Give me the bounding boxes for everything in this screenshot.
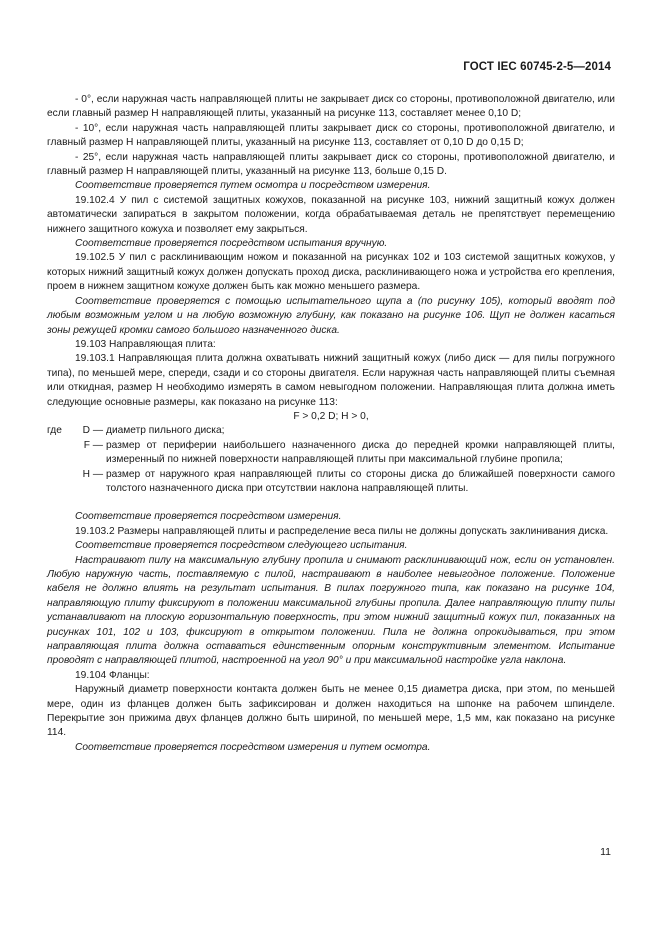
compliance-note: Соответствие проверяется путем осмотра и посредством измерения. bbox=[75, 180, 431, 192]
where-label: где bbox=[47, 425, 62, 437]
definition-symbol: F — bbox=[83, 439, 103, 451]
clause-19-103-1: 19.103.1 Направляющая плита должна охватывать нижний защитный кожух (либо диск — для пилы погружного типа), по меньшей мере, спереди, сзади и со стороны двигателя. Если наружная часть направляющей плиты съемная или откидная, размер H необходимо измерять в самом невыгодном положении. Направляющая плита должна иметь следующие основные размеры, как показано на рисунке 113: bbox=[47, 353, 615, 408]
definition-symbol: D — bbox=[82, 425, 103, 437]
formula: F > 0,2 D; H > 0, bbox=[293, 410, 369, 422]
definition-text: размер от периферии наибольшего назначенного диска до передней кромки направляющей плиты, измеренный по нижней поверхности направляющей плиты при максимальной глубине пропила; bbox=[106, 439, 615, 466]
clause-19-102-4: 19.102.4 У пил с системой защитных кожухов, показанной на рисунке 103, нижний защитный кожух должен автоматически запираться в закрытом положении, когда обрабатываемая деталь не препятствует перемещению нижнего защитного кожуха и позволяет ему закрыться. bbox=[47, 194, 615, 235]
page-number: 11 bbox=[600, 846, 611, 858]
compliance-note: Соответствие проверяется посредством измерения. bbox=[75, 511, 342, 523]
paragraph-angle-0: - 0°, если наружная часть направляющей плиты не закрывает диск со стороны, противоположной двигателю, или если главный размер H направляющей плиты, указанный на рисунке 113, составляет менее 0,10 D; bbox=[47, 94, 615, 120]
compliance-note: Соответствие проверяется посредством следующего испытания. bbox=[75, 540, 408, 552]
definition-f bbox=[77, 439, 615, 468]
definition-symbol: H — bbox=[82, 468, 103, 480]
definition-d bbox=[47, 424, 615, 438]
clause-19-103-heading: 19.103 Направляющая плита: bbox=[75, 338, 216, 350]
compliance-note: Соответствие проверяется посредством испытания вручную. bbox=[75, 238, 388, 250]
test-procedure: Настраивают пилу на максимальную глубину пропила и снимают расклинивающий нож, если он установлен. Любую наружную часть, поставляемую с пилой, настраивают в наиболее невыгодное положение. Положение кабеля не должно влиять на результат испытания. В пилах погружного типа, как показано на рисунке 104, направляющую плиту фиксируют в положении максимальной глубины пропила. Далее направляющую плиту пилы устанавливают на плоскую горизонтальную поверхность, при этом нижний защитный кожух пил, показанных на рисунках 101, 102 и 103, фиксируют в открытом положении. Пила не должна опрокидываться, при этом направляющая плита должна оставаться единственным опорным конструктивным элементом. Испытание проводят с направляющей плитой, настроенной на угол 90° и при максимальной настройке угла наклона. bbox=[47, 554, 615, 667]
document-header: ГОСТ IEC 60745-2-5—2014 bbox=[463, 61, 611, 73]
clause-19-102-5: 19.102.5 У пил с расклинивающим ножом и показанной на рисунках 102 и 103 системой защитных кожухов, у которых нижний защитный кожух должен допускать проход диска, расклинивающего ножа и устройства его крепления, проем в нижнем защитном кожухе должен быть как можно меньшего размера. bbox=[47, 252, 615, 293]
paragraph-angle-25: - 25°, если наружная часть направляющей плиты закрывает диск со стороны, противоположной двигателю, и главный размер H направляющей плиты, указанный на рисунке 113, больше 0,15 D. bbox=[47, 151, 615, 178]
definition-text: диаметр пильного диска; bbox=[106, 425, 225, 437]
spacer bbox=[47, 496, 615, 510]
document-body bbox=[47, 93, 615, 755]
definition-text: размер от наружного края направляющей плиты со стороны диска до ближайшей поверхности самого толстого назначенного диска при отсутствии наклона направляющей плиты. bbox=[106, 468, 615, 494]
compliance-note: Соответствие проверяется посредством измерения и путем осмотра. bbox=[75, 741, 431, 753]
clause-19-104-heading: 19.104 Фланцы: bbox=[75, 669, 150, 681]
clause-19-104-text: Наружный диаметр поверхности контакта должен быть не менее 0,15 диаметра диска, при этом, по меньшей мере, один из фланцев должен быть зафиксирован и должен находиться на шпонке на рабочем шпинделе. Перекрытие зон прижима двух фланцев должно быть шириной, по меньшей мере, 1,5 мм, как показано на рисунке 114. bbox=[47, 684, 615, 739]
paragraph-angle-10: - 10°, если наружная часть направляющей плиты закрывает диск со стороны, противоположной двигателю, и главный размер H направляющей плиты, указанный на рисунке 113, составляет от 0,10 D до 0,15 D; bbox=[47, 122, 615, 149]
definition-h bbox=[77, 468, 615, 497]
clause-19-103-2: 19.103.2 Размеры направляющей плиты и распределение веса пилы не должны допускать заклинивания диска. bbox=[75, 525, 609, 537]
compliance-note: Соответствие проверяется с помощью испытательного щупа а (по рисунку 105), который вводят под любым возможным углом и на любую возможную глубину, как показано на рисунке 106. Щуп не должен касаться зоны режущей кромки самого большого назначенного диска. bbox=[47, 295, 615, 336]
